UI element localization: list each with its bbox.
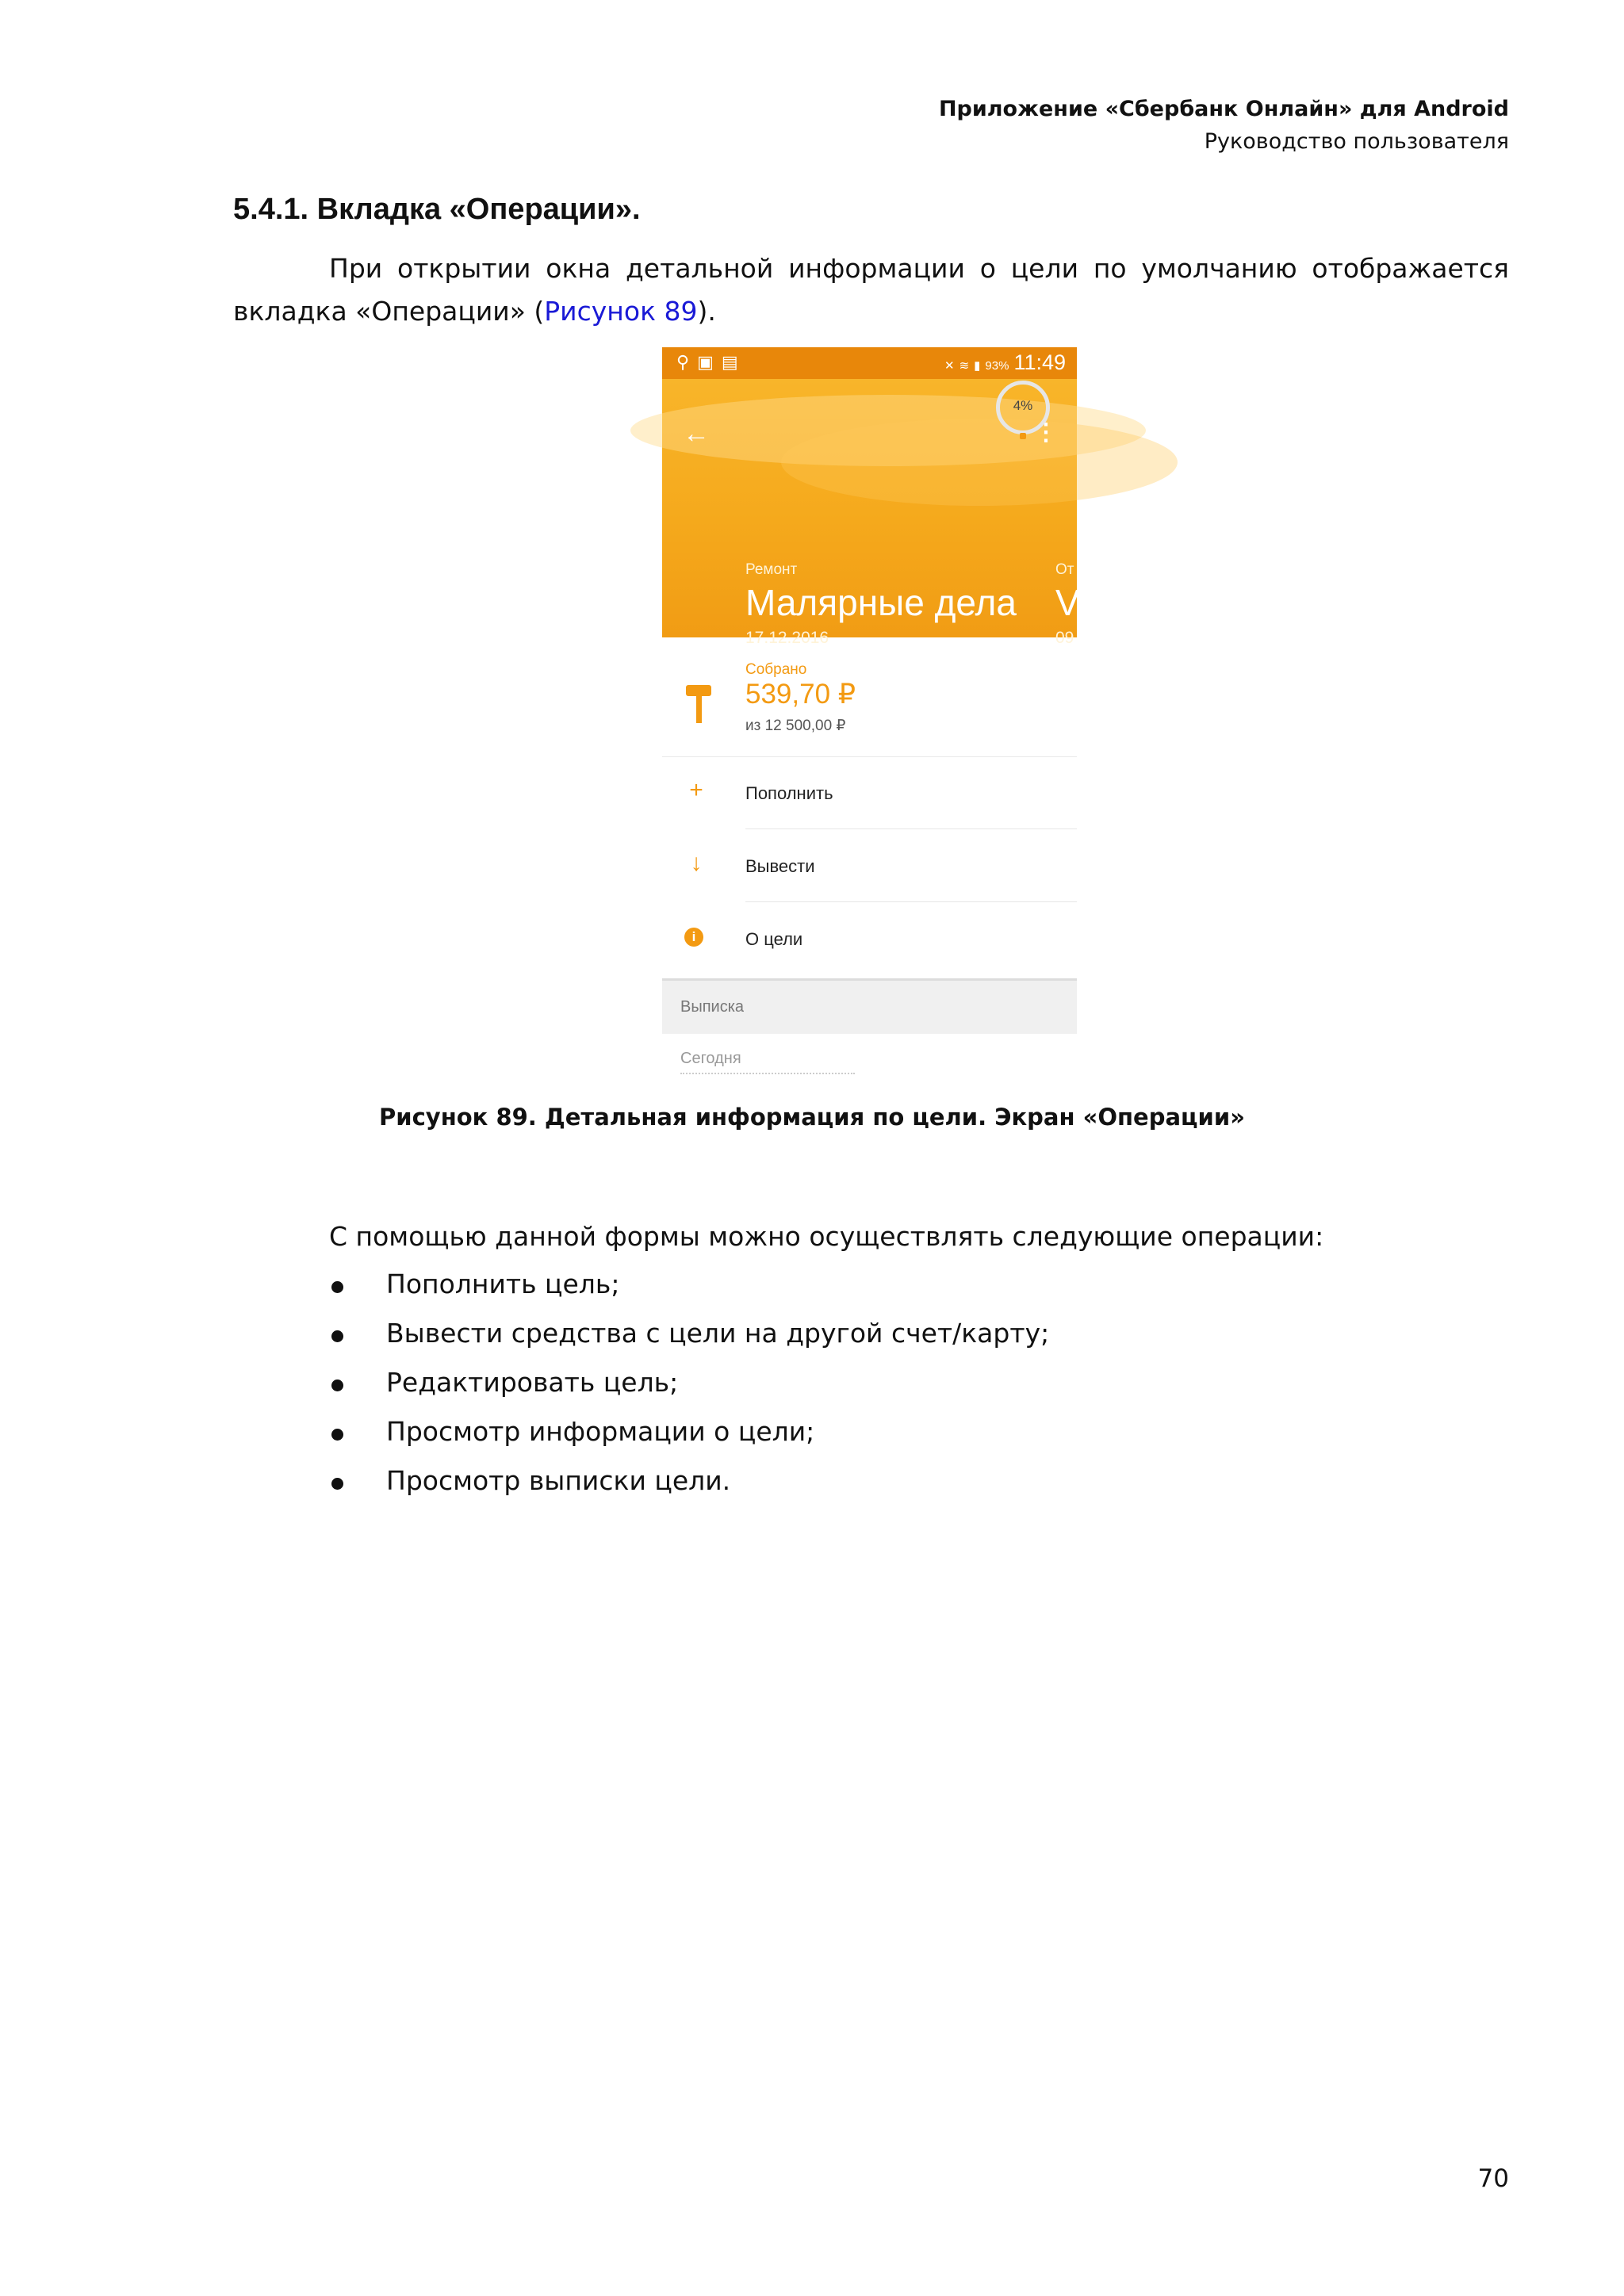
action-label: Вывести xyxy=(745,856,815,876)
bullet-icon xyxy=(331,1478,343,1490)
list-item: Редактировать цель; xyxy=(329,1367,1049,1416)
page-number: 70 xyxy=(1477,2164,1509,2193)
progress-ring-indicator xyxy=(1020,433,1026,439)
paragraph-text: При открытии окна детальной информации о цели по умолчанию отображается вкладка «Операции» ( xyxy=(233,253,1509,327)
document-header-title: Приложение «Сбербанк Онлайн» для Android xyxy=(938,97,1509,121)
action-top-up[interactable] xyxy=(662,756,1077,829)
next-goal-date: 09 xyxy=(1055,629,1074,647)
battery-level: 93% xyxy=(985,359,1009,373)
bullet-icon xyxy=(331,1330,343,1342)
goal-category: Ремонт xyxy=(745,561,798,578)
intro-paragraph xyxy=(233,247,1509,333)
figure-caption: Рисунок 89. Детальная информация по цели. Экран «Операции» xyxy=(379,1104,1245,1131)
phone-screenshot xyxy=(662,347,1080,1083)
collected-amount: 539,70 ₽ xyxy=(745,679,856,710)
plus-icon: + xyxy=(689,777,703,803)
figure-link[interactable]: Рисунок 89 xyxy=(544,296,698,327)
next-goal-name[interactable]: V xyxy=(1055,582,1080,623)
action-about-goal[interactable] xyxy=(662,902,1077,975)
progress-percent: 4% xyxy=(1013,398,1033,413)
goal-name: Малярные дела xyxy=(745,582,1017,623)
list-item: Просмотр информации о цели; xyxy=(329,1416,1049,1465)
section-title: 5.4.1. Вкладка «Операции». xyxy=(233,193,641,226)
operations-list xyxy=(329,1269,1049,1514)
collected-block xyxy=(662,637,1077,757)
action-withdraw[interactable] xyxy=(662,829,1077,902)
mute-icon: ✕ xyxy=(944,359,955,373)
status-time: 11:49 xyxy=(1013,350,1066,374)
next-goal-category: От xyxy=(1055,561,1074,578)
bullet-icon xyxy=(331,1429,343,1441)
action-label: Пополнить xyxy=(745,783,833,803)
wifi-icon: ≋ xyxy=(959,359,970,373)
goal-target-amount: из 12 500,00 ₽ xyxy=(745,718,846,734)
operations-intro: С помощью данной формы можно осуществлять следующие операции: xyxy=(329,1221,1324,1252)
hero-decoration xyxy=(781,419,1178,506)
list-item: Пополнить цель; xyxy=(329,1269,1049,1318)
info-icon: i xyxy=(684,928,703,947)
status-bar xyxy=(662,347,1077,379)
back-arrow-icon[interactable]: ← xyxy=(683,419,710,449)
goal-date: 17.12.2016 xyxy=(745,629,829,647)
statement-header[interactable] xyxy=(662,978,1077,1034)
paint-roller-icon xyxy=(686,685,711,723)
notification-icons: ⚲▣▤ xyxy=(676,352,746,372)
action-label: О цели xyxy=(745,929,803,949)
more-vert-icon[interactable]: ⋮ xyxy=(1034,419,1058,446)
paragraph-text-end: ). xyxy=(697,296,716,327)
signal-icon: ▮ xyxy=(974,359,981,373)
status-right xyxy=(944,350,1066,375)
bullet-icon xyxy=(331,1281,343,1293)
collected-label: Собрано xyxy=(745,661,807,678)
arrow-down-icon: ↓ xyxy=(690,850,703,876)
today-label: Сегодня xyxy=(680,1050,741,1067)
bullet-icon xyxy=(331,1380,343,1391)
document-header-subtitle: Руководство пользователя xyxy=(1204,129,1509,154)
list-item: Просмотр выписки цели. xyxy=(329,1465,1049,1514)
list-item: Вывести средства с цели на другой счет/карту; xyxy=(329,1318,1049,1367)
list-cutoff xyxy=(680,1073,855,1076)
statement-label: Выписка xyxy=(680,998,745,1016)
